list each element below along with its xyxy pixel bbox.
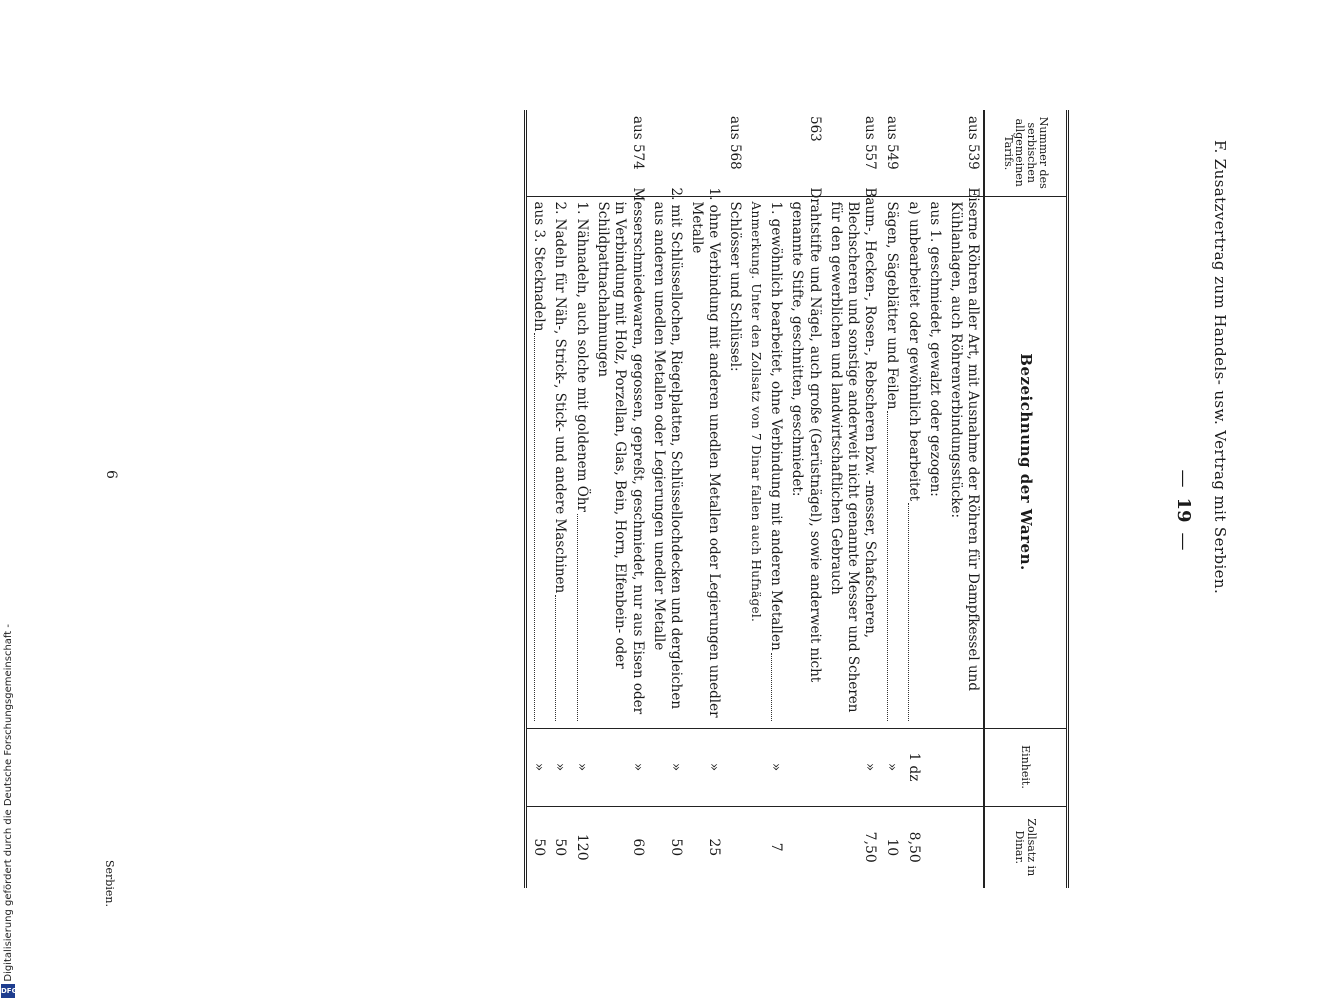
tariff-number: aus 539 bbox=[965, 116, 981, 170]
unit-cell bbox=[724, 728, 745, 806]
unit-cell: 1 dz bbox=[902, 728, 924, 806]
goods-description: Baum-, Hecken-, Rosen-, Rebscheren bzw. -messer, Schafscheren, Blechscheren und sonstige anderweit nicht genannte Messer und Scheren für den gewerblichen und landwirtschaftlichen Gebrauch bbox=[825, 196, 880, 728]
rate-cell bbox=[924, 806, 945, 888]
goods-description: a) unbearbeitet oder gewöhnlich bearbeitet bbox=[905, 201, 922, 502]
table-row bbox=[880, 110, 902, 888]
unit-cell bbox=[945, 728, 984, 806]
unit-cell: » bbox=[592, 728, 647, 806]
goods-description: Drahtstifte und Nägel, auch große (Gerüstnägel), sowie anderweit nicht genannte Stifte, geschnitten, geschmiedet: bbox=[786, 196, 824, 728]
footer-country: Serbien. bbox=[103, 860, 116, 907]
table-row bbox=[745, 110, 764, 888]
goods-description: 2. mit Schlüssellochen, Riegelplatten, Schlüssellochdecken und dergleichen aus anderen unedlen Metallen oder Legierungen unedler Metalle bbox=[648, 196, 686, 728]
tariff-number bbox=[686, 110, 724, 196]
unit-cell: » bbox=[825, 728, 880, 806]
table-header-row bbox=[984, 110, 1068, 888]
page-number-value: 19 bbox=[1173, 497, 1194, 523]
table-row bbox=[592, 110, 647, 888]
unit-cell: » bbox=[648, 728, 686, 806]
goods-description: 1. gewöhnlich bearbeitet, ohne Verbindung mit anderen Metallen bbox=[768, 201, 785, 651]
tariff-number: aus 549 bbox=[883, 116, 900, 170]
rate-cell: 50 bbox=[525, 806, 548, 888]
rate-cell: 25 bbox=[686, 806, 724, 888]
goods-description: 1. ohne Verbindung mit anderen unedlen Metallen oder Legierungen unedler Metalle bbox=[686, 196, 724, 728]
goods-description: 1. Nähnadeln, auch solche mit goldenem Öhr bbox=[574, 201, 591, 512]
goods-description: 2. Nadeln für Näh-, Strick-, Stick- und andere Maschinen bbox=[552, 201, 569, 594]
goods-description: Sägen, Sägeblätter und Feilen bbox=[883, 201, 900, 410]
table-row bbox=[765, 110, 787, 888]
header-unit: Einheit. bbox=[984, 728, 1068, 806]
rate-cell: 120 bbox=[570, 806, 592, 888]
page-number: —19— bbox=[1173, 469, 1194, 551]
tariff-number bbox=[745, 110, 764, 196]
rate-cell bbox=[786, 806, 824, 888]
rate-cell: 7,50 bbox=[825, 806, 880, 888]
table-row bbox=[902, 110, 924, 888]
unit-cell bbox=[745, 728, 764, 806]
unit-cell: » bbox=[686, 728, 724, 806]
running-header: F. Zusatzvertrag zum Handels- usw. Vertrag mit Serbien. bbox=[1211, 140, 1229, 595]
rate-cell: 50 bbox=[549, 806, 571, 888]
rate-cell: 50 bbox=[648, 806, 686, 888]
unit-cell: » bbox=[525, 728, 548, 806]
goods-description: Eiserne Röhren aller Art, mit Ausnahme der Röhren für Dampfkessel und Kühlanlagen, auch Röhrenverbindungsstücke: bbox=[945, 196, 984, 728]
tariff-number bbox=[549, 110, 571, 196]
header-tariff-number: Nummer des serbischen allgemeinen Tarifs. bbox=[1001, 116, 1050, 189]
table-row bbox=[724, 110, 745, 888]
tariff-number: 563 bbox=[806, 116, 823, 142]
table-row bbox=[549, 110, 571, 888]
header-description: Bezeichnung der Waren. bbox=[984, 196, 1068, 728]
table-row bbox=[686, 110, 724, 888]
table-row bbox=[525, 110, 548, 888]
tariff-number bbox=[902, 110, 924, 196]
tariff-number bbox=[765, 110, 787, 196]
rate-cell bbox=[724, 806, 745, 888]
annotation-note: Anmerkung. Unter den Zollsatz von 7 Dinar fallen auch Hufnägel. bbox=[745, 196, 764, 728]
goods-description: Schlösser und Schlüssel: bbox=[724, 196, 745, 728]
unit-cell bbox=[924, 728, 945, 806]
rate-cell: 7 bbox=[765, 806, 787, 888]
unit-cell bbox=[786, 728, 824, 806]
tariff-number bbox=[924, 110, 945, 196]
rate-cell: 8,50 bbox=[902, 806, 924, 888]
dfg-logo: DFG bbox=[1, 984, 15, 998]
header-rate: Zollsatz in Dinar. bbox=[984, 806, 1068, 888]
rate-cell bbox=[945, 806, 984, 888]
tariff-number bbox=[570, 110, 592, 196]
unit-cell: » bbox=[570, 728, 592, 806]
unit-cell: » bbox=[880, 728, 902, 806]
digitization-credit: Digitalisierung gefördert durch die Deutsche Forschungsgemeinschaft - bbox=[3, 624, 14, 982]
tariff-number bbox=[648, 110, 686, 196]
goods-description: aus 1. geschmiedet, gewalzt oder gezogen: bbox=[924, 196, 945, 728]
tariff-number: aus 568 bbox=[727, 116, 744, 170]
goods-description: aus 3. Stecknadeln bbox=[530, 201, 547, 332]
table-row bbox=[570, 110, 592, 888]
table-row bbox=[825, 110, 880, 888]
rate-cell: 10 bbox=[880, 806, 902, 888]
rate-cell: 60 bbox=[592, 806, 647, 888]
footer-page-mark: 6 bbox=[103, 470, 119, 479]
table-row bbox=[786, 110, 824, 888]
tariff-number: aus 574 bbox=[629, 116, 646, 170]
tariff-number bbox=[525, 110, 548, 196]
tariff-number: aus 557 bbox=[862, 116, 879, 170]
unit-cell: » bbox=[549, 728, 571, 806]
tariff-table bbox=[524, 110, 1069, 888]
table-row bbox=[648, 110, 686, 888]
table-row bbox=[945, 110, 984, 888]
goods-description: Messerschmiedewaren, gegossen, gepreßt, geschmiedet, nur aus Eisen oder in Verbindung mit Holz, Porzellan, Glas, Bein, Horn, Elfenbein- oder Schildpattnachahmungen bbox=[592, 196, 647, 728]
table-row bbox=[924, 110, 945, 888]
rate-cell bbox=[745, 806, 764, 888]
unit-cell: » bbox=[765, 728, 787, 806]
